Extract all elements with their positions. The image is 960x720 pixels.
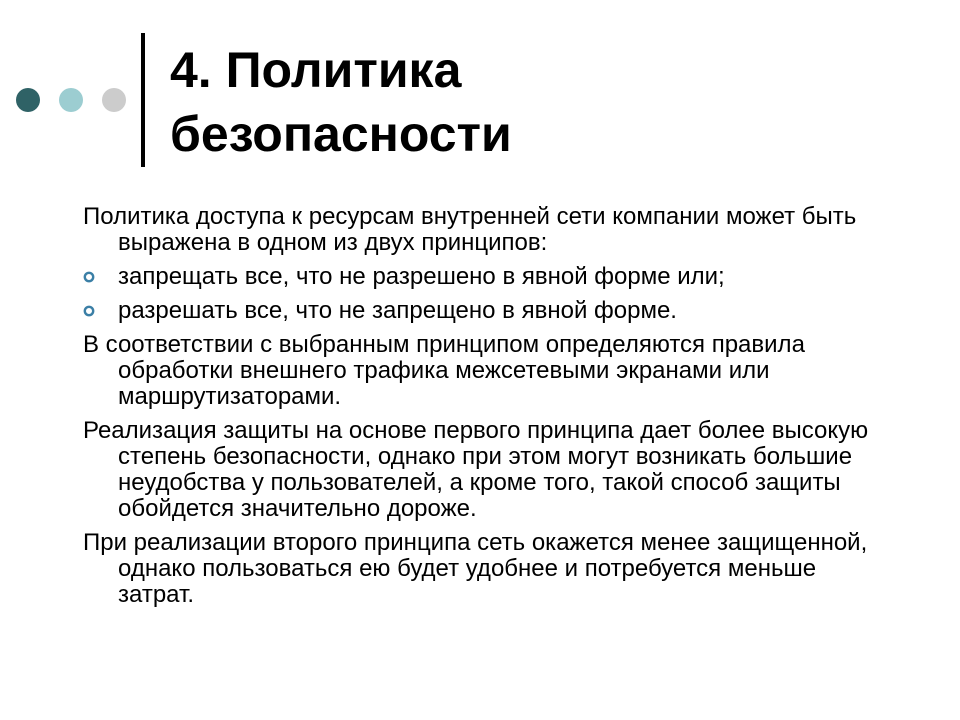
- dot-mid: [59, 88, 83, 112]
- decorative-dots: [16, 88, 145, 112]
- slide-body: [83, 204, 883, 616]
- bullet-item-allow-all: [83, 298, 883, 324]
- slide-title: 4. Политика безопасности: [170, 42, 512, 162]
- bullet-item-label: запрещать все, что не разрешено в явной форме или;: [118, 263, 725, 290]
- dot-light: [102, 88, 126, 112]
- paragraph-first-principle: Реализация защиты на основе первого принципа дает более высокую степень безопасности, однако при этом могут возникать большие неудобства у пользователей, а кроме того, такой способ защиты обойдется значительно дороже.: [83, 417, 869, 522]
- ring-bullet-icon: [83, 271, 95, 283]
- bullet-item-deny-all: [83, 264, 883, 290]
- paragraph-intro: Политика доступа к ресурсам внутренней сети компании может быть выражена в одном из двух принципов:: [83, 203, 857, 256]
- title-divider: [141, 33, 145, 167]
- ring-bullet-icon: [83, 305, 95, 317]
- bullet-item-label: разрешать все, что не запрещено в явной форме.: [118, 297, 677, 324]
- paragraph-traffic-rules: В соответствии с выбранным принципом определяются правила обработки внешнего трафика межсетевыми экранами или маршрутизаторами.: [83, 331, 805, 410]
- paragraph-second-principle: При реализации второго принципа сеть окажется менее защищенной, однако пользоваться ею будет удобнее и потребуется меньше затрат.: [83, 529, 868, 608]
- dot-dark: [16, 88, 40, 112]
